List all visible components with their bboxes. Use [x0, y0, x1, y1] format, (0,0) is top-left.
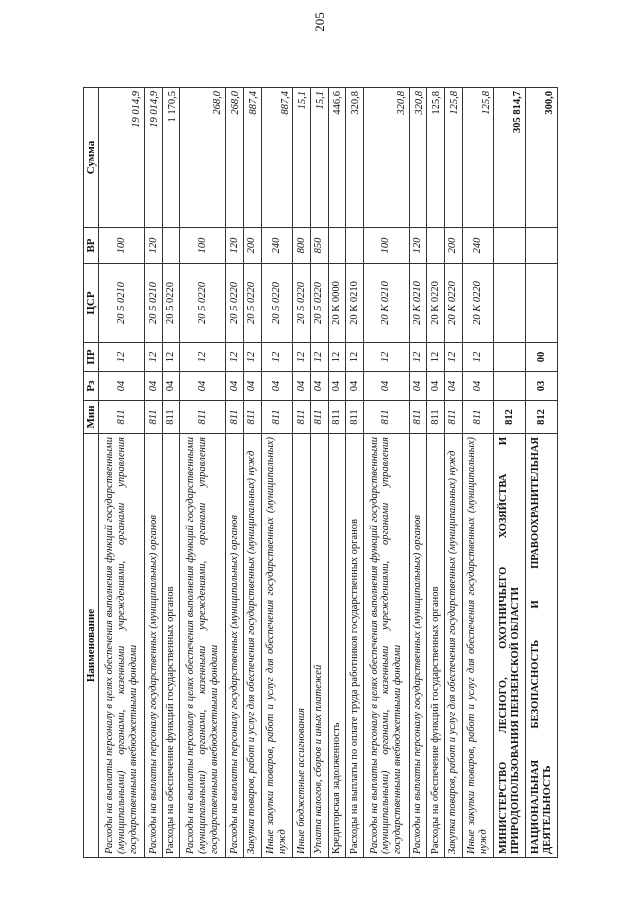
cell-pr: 12 — [445, 343, 463, 372]
cell-vr — [346, 228, 364, 264]
cell-pr: 12 — [226, 343, 244, 372]
table-row — [409, 88, 427, 858]
cell-name: Расходы на обеспечение функций государственных органов — [162, 434, 180, 858]
cell-csr: 20 5 0220 — [180, 264, 226, 343]
cell-rz: 04 — [462, 372, 494, 401]
cell-name: Расходы на выплаты персоналу в целях обеспечения выполнения функций государственными (муниципальными) органами, казенными учреждениями, органами управления государственными внебюджетными фондами — [363, 434, 409, 858]
cell-pr: 00 — [526, 343, 558, 372]
cell-pr: 12 — [346, 343, 364, 372]
cell-rz: 04 — [145, 372, 163, 401]
cell-rz: 04 — [226, 372, 244, 401]
cell-vr: 120 — [226, 228, 244, 264]
cell-name: Иные закупки товаров, работ и услуг для обеспечения государственных (муниципальных) нужд — [261, 434, 293, 858]
cell-name: Иные закупки товаров, работ и услуг для обеспечения государственных (муниципальных) нужд — [462, 434, 494, 858]
cell-vr: 200 — [243, 228, 261, 264]
cell-name: Кредиторская задолженность — [328, 434, 346, 858]
cell-name: Расходы на обеспечение функций государственных органов — [427, 434, 445, 858]
table-row — [180, 88, 226, 858]
cell-sum: 320,8 — [409, 88, 427, 228]
cell-vr: 800 — [293, 228, 311, 264]
cell-sum: 320,8 — [346, 88, 364, 228]
table-row — [445, 88, 463, 858]
cell-csr: 20 К 0220 — [427, 264, 445, 343]
cell-name: Уплата налогов, сборов и иных платежей — [310, 434, 328, 858]
cell-csr: 20 К 0210 — [363, 264, 409, 343]
cell-rz: 04 — [243, 372, 261, 401]
cell-name: Иные бюджетные ассигнования — [293, 434, 311, 858]
cell-sum: 268,0 — [180, 88, 226, 228]
cell-rz: 04 — [162, 372, 180, 401]
cell-pr: 12 — [427, 343, 445, 372]
cell-min: 811 — [261, 401, 293, 434]
cell-vr: 100 — [180, 228, 226, 264]
table-row — [494, 88, 526, 858]
table-row — [310, 88, 328, 858]
cell-name: Расходы на выплаты персоналу государственных (муниципальных) органов — [226, 434, 244, 858]
cell-pr — [494, 343, 526, 372]
cell-rz: 04 — [261, 372, 293, 401]
cell-rz: 04 — [99, 372, 145, 401]
cell-rz: 04 — [180, 372, 226, 401]
cell-min: 812 — [494, 401, 526, 434]
cell-sum: 125,8 — [462, 88, 494, 228]
cell-csr: 20 К 0210 — [346, 264, 364, 343]
cell-name: Закупка товаров, работ и услуг для обеспечения государственных (муниципальных) нужд — [445, 434, 463, 858]
cell-vr: 120 — [145, 228, 163, 264]
cell-vr: 120 — [409, 228, 427, 264]
cell-pr: 12 — [145, 343, 163, 372]
cell-min: 811 — [427, 401, 445, 434]
cell-csr: 20 5 0210 — [99, 264, 145, 343]
cell-csr: 20 К 0220 — [462, 264, 494, 343]
cell-sum: 305 814,7 — [494, 88, 526, 228]
cell-name: Расходы на выплаты персоналу государственных (муниципальных) органов — [145, 434, 163, 858]
cell-pr: 12 — [293, 343, 311, 372]
cell-rz: 04 — [409, 372, 427, 401]
cell-vr — [162, 228, 180, 264]
table-row — [427, 88, 445, 858]
header-name: Наименование — [84, 434, 99, 858]
cell-pr: 12 — [243, 343, 261, 372]
cell-csr: 20 К 0220 — [445, 264, 463, 343]
cell-min: 811 — [162, 401, 180, 434]
cell-csr: 20 5 0220 — [310, 264, 328, 343]
cell-rz: 04 — [445, 372, 463, 401]
cell-sum: 125,8 — [427, 88, 445, 228]
table-header-row — [84, 88, 99, 858]
cell-pr: 12 — [99, 343, 145, 372]
page-number: 205 — [312, 12, 327, 32]
cell-csr: 20 5 0220 — [261, 264, 293, 343]
cell-min: 811 — [99, 401, 145, 434]
cell-sum: 300,0 — [526, 88, 558, 228]
cell-vr: 200 — [445, 228, 463, 264]
cell-rz: 04 — [346, 372, 364, 401]
cell-sum: 887,4 — [261, 88, 293, 228]
cell-min: 811 — [328, 401, 346, 434]
cell-name: Расходы на выплаты персоналу в целях обеспечения выполнения функций государственными (муниципальными) органами, казенными учреждениями, органами управления государственными внебюджетными фондами — [180, 434, 226, 858]
cell-name: Закупка товаров, работ и услуг для обеспечения государственных (муниципальных) нужд — [243, 434, 261, 858]
cell-name: Расходы на выплаты персоналу государственных (муниципальных) органов — [409, 434, 427, 858]
cell-sum: 1 170,5 — [162, 88, 180, 228]
cell-sum: 320,8 — [363, 88, 409, 228]
cell-csr — [526, 264, 558, 343]
cell-pr: 12 — [409, 343, 427, 372]
cell-vr: 100 — [363, 228, 409, 264]
cell-sum: 268,0 — [226, 88, 244, 228]
cell-name: МИНИСТЕРСТВО ЛЕСНОГО, ОХОТНИЧЬЕГО ХОЗЯЙСТВА И ПРИРОДОПОЛЬЗОВАНИЯ ПЕНЗЕНСКОЙ ОБЛАСТИ — [494, 434, 526, 858]
cell-sum: 125,8 — [445, 88, 463, 228]
cell-rz: 04 — [363, 372, 409, 401]
cell-min: 811 — [293, 401, 311, 434]
table-row — [261, 88, 293, 858]
cell-csr: 20 5 0210 — [145, 264, 163, 343]
header-csr: ЦСР — [84, 264, 99, 343]
table-row — [243, 88, 261, 858]
cell-vr: 240 — [462, 228, 494, 264]
cell-csr: 20 5 0220 — [162, 264, 180, 343]
cell-csr: 20 5 0220 — [243, 264, 261, 343]
cell-sum: 446,6 — [328, 88, 346, 228]
cell-min: 812 — [526, 401, 558, 434]
table-row — [145, 88, 163, 858]
table-row — [526, 88, 558, 858]
cell-rz: 04 — [293, 372, 311, 401]
cell-min: 811 — [445, 401, 463, 434]
cell-csr: 20 5 0220 — [226, 264, 244, 343]
header-vr: ВР — [84, 228, 99, 264]
cell-pr: 12 — [328, 343, 346, 372]
cell-pr: 12 — [363, 343, 409, 372]
cell-pr: 12 — [462, 343, 494, 372]
header-sum: Сумма — [84, 88, 99, 228]
cell-vr — [494, 228, 526, 264]
cell-rz — [494, 372, 526, 401]
cell-min: 811 — [310, 401, 328, 434]
cell-sum: 19 014,9 — [145, 88, 163, 228]
header-rz: Рз — [84, 372, 99, 401]
cell-name: Расходы на выплаты по оплате труда работников государственных органов — [346, 434, 364, 858]
cell-rz: 03 — [526, 372, 558, 401]
cell-rz: 04 — [427, 372, 445, 401]
table-row — [462, 88, 494, 858]
cell-min: 811 — [346, 401, 364, 434]
table-row — [226, 88, 244, 858]
cell-vr — [427, 228, 445, 264]
cell-sum: 887,4 — [243, 88, 261, 228]
cell-min: 811 — [180, 401, 226, 434]
cell-vr — [328, 228, 346, 264]
cell-csr — [494, 264, 526, 343]
table-row — [346, 88, 364, 858]
cell-sum: 19 014,9 — [99, 88, 145, 228]
cell-min: 811 — [462, 401, 494, 434]
cell-vr: 100 — [99, 228, 145, 264]
cell-csr: 20 К 0000 — [328, 264, 346, 343]
cell-rz: 04 — [310, 372, 328, 401]
table-row — [363, 88, 409, 858]
cell-pr: 12 — [162, 343, 180, 372]
budget-table — [83, 87, 558, 858]
cell-name: Расходы на выплаты персоналу в целях обеспечения выполнения функций государственными (муниципальными) органами, казенными учреждениями, органами управления государственными внебюджетными фондами — [99, 434, 145, 858]
cell-min: 811 — [226, 401, 244, 434]
table-row — [162, 88, 180, 858]
rotated-table-wrapper — [83, 88, 558, 858]
cell-min: 811 — [243, 401, 261, 434]
cell-pr: 12 — [310, 343, 328, 372]
header-pr: ПР — [84, 343, 99, 372]
header-min: Мин — [84, 401, 99, 434]
cell-rz: 04 — [328, 372, 346, 401]
cell-csr: 20 5 0220 — [293, 264, 311, 343]
cell-name: НАЦИОНАЛЬНАЯ БЕЗОПАСНОСТЬ И ПРАВООХРАНИТЕЛЬНАЯ ДЕЯТЕЛЬНОСТЬ — [526, 434, 558, 858]
cell-vr: 240 — [261, 228, 293, 264]
cell-csr: 20 К 0210 — [409, 264, 427, 343]
cell-min: 811 — [363, 401, 409, 434]
table-row — [293, 88, 311, 858]
cell-pr: 12 — [261, 343, 293, 372]
cell-vr — [526, 228, 558, 264]
cell-vr: 850 — [310, 228, 328, 264]
cell-sum: 15,1 — [310, 88, 328, 228]
cell-min: 811 — [145, 401, 163, 434]
cell-pr: 12 — [180, 343, 226, 372]
cell-min: 811 — [409, 401, 427, 434]
table-row — [328, 88, 346, 858]
table-row — [99, 88, 145, 858]
cell-sum: 15,1 — [293, 88, 311, 228]
